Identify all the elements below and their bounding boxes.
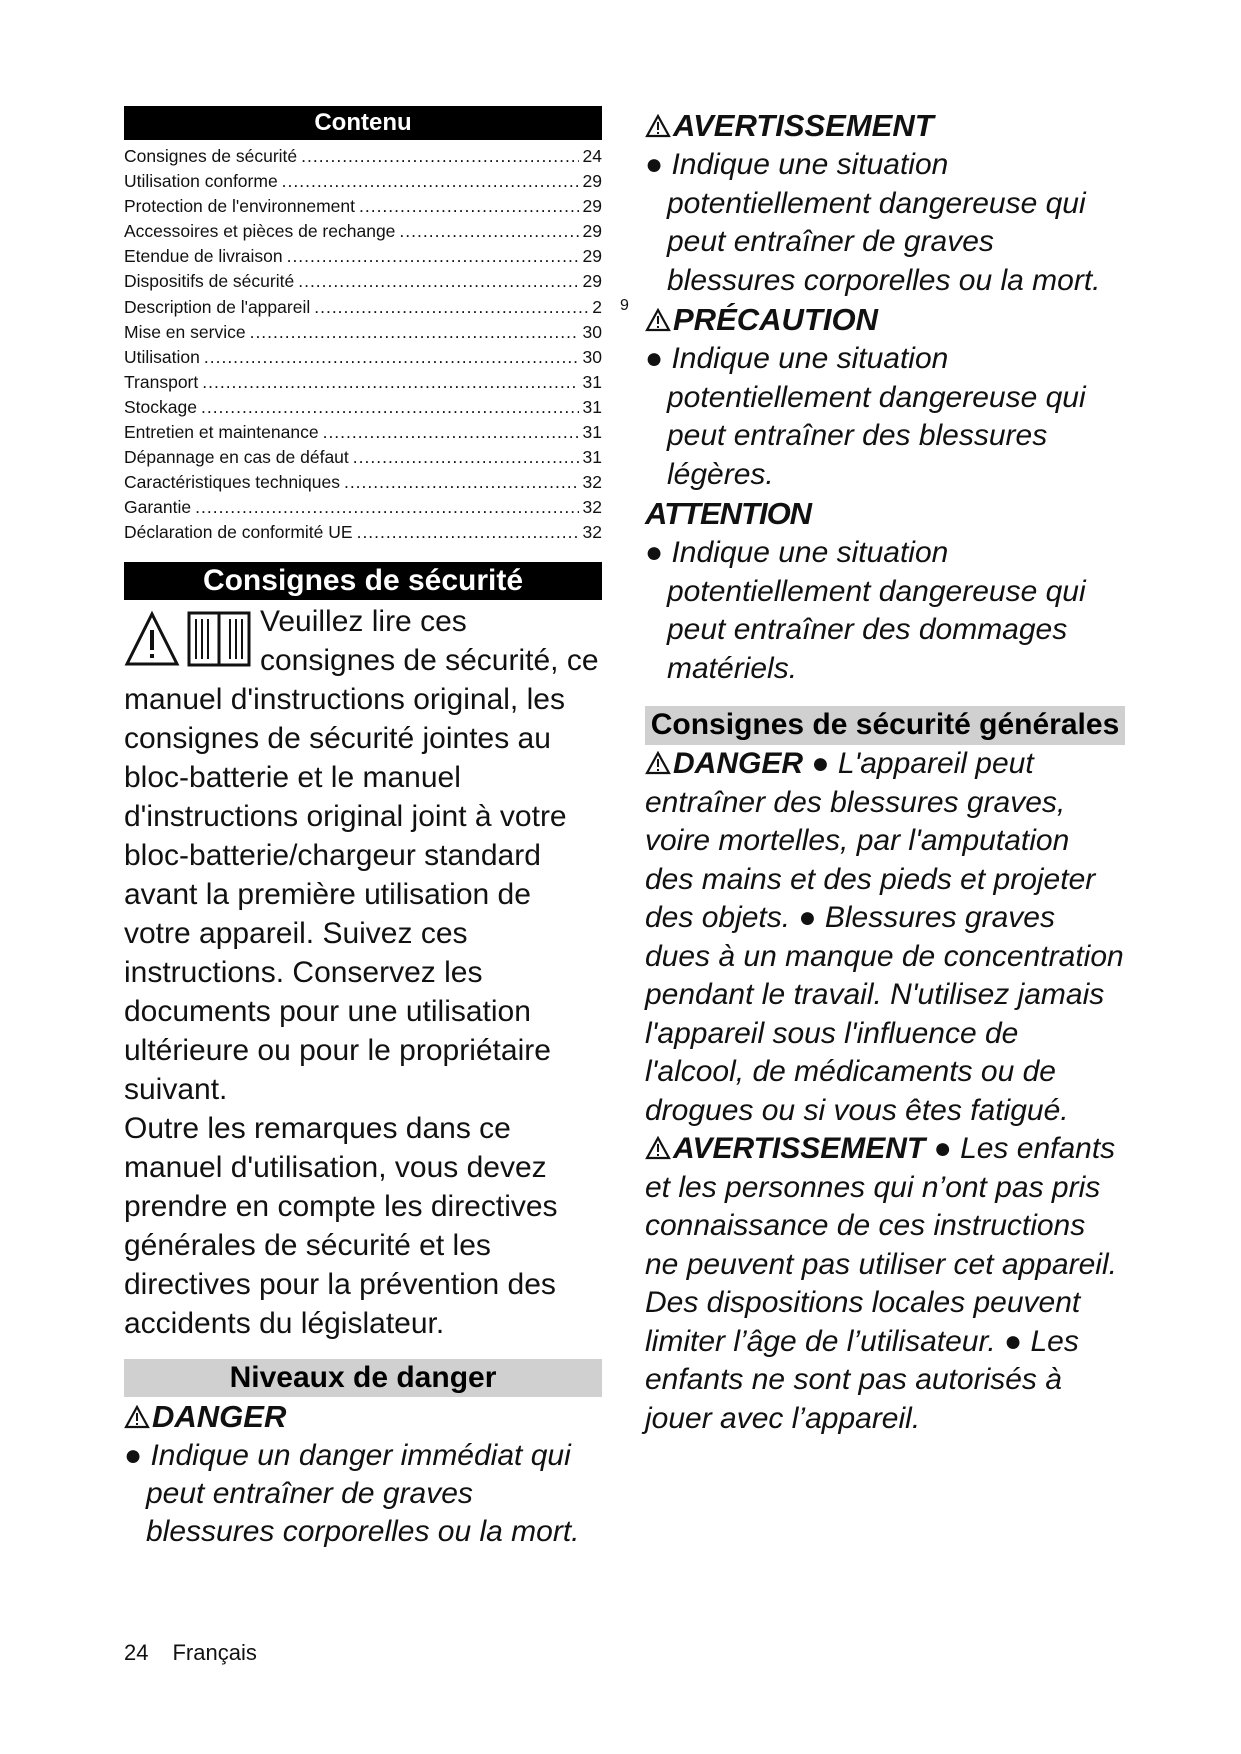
toc-entry bbox=[124, 219, 602, 244]
stray-page-digit: 9 bbox=[620, 297, 629, 314]
warning-triangle-icon bbox=[645, 751, 671, 775]
toc-entry-page: 29 bbox=[582, 196, 602, 217]
toc-entry-page: 31 bbox=[582, 371, 602, 392]
general-danger-label: DANGER bbox=[673, 747, 804, 780]
warning-level-head bbox=[645, 106, 1125, 146]
toc-entry bbox=[124, 470, 602, 495]
toc-entry bbox=[124, 520, 602, 545]
safety-intro-text: Veuillez lire ces consignes de sécurité, ce manuel d'instructions original, les consignes de sécurité jointes au bloc-batterie et le manuel d'instructions original joint à votre bloc-batterie/chargeur standard avant la première utilisation de votre appareil. Suivez ces instructions. Conservez les documents pour une utilisation ultérieure ou pour le propriétaire suivant. bbox=[124, 604, 599, 1106]
toc-entry-title: Accessoires et pièces de rechange bbox=[124, 221, 396, 242]
toc-leader-dots bbox=[353, 445, 579, 470]
general-danger-text: ● L'appareil peut entraîner des blessures graves, voire mortelles, par l'amputation des mains et des pieds et projeter des objets. ● Blessures graves dues à un manque de concentration pendant le travail. N'utilisez jamais l'appareil sous l'influence de l'alcool, de médicaments ou de drogues ou si vous êtes fatigué. bbox=[645, 747, 1124, 1127]
toc-leader-dots bbox=[359, 194, 579, 219]
toc-entry bbox=[124, 370, 602, 395]
toc-entry-page: 30 bbox=[582, 321, 602, 342]
toc-entry-title: Utilisation conforme bbox=[124, 171, 278, 192]
general-warning-label: AVERTISSEMENT bbox=[673, 1132, 926, 1165]
warning-triangle-icon bbox=[645, 308, 671, 332]
toc-entry bbox=[124, 345, 602, 370]
toc-leader-dots bbox=[201, 395, 579, 420]
toc-entry-page: 31 bbox=[582, 422, 602, 443]
toc-entry bbox=[124, 269, 602, 294]
toc-entry-page: 29 bbox=[582, 271, 602, 292]
toc-entry bbox=[124, 320, 602, 345]
attention-level-head: ATTENTION bbox=[645, 496, 812, 531]
intro-icons bbox=[124, 604, 252, 674]
toc-entry-title: Etendue de livraison bbox=[124, 246, 283, 267]
toc-entry bbox=[124, 169, 602, 194]
toc-entry-title: Entretien et maintenance bbox=[124, 422, 319, 443]
toc-entry-page: 32 bbox=[582, 497, 602, 518]
toc-entry bbox=[124, 445, 602, 470]
toc-entry-title: Protection de l'environnement bbox=[124, 196, 355, 217]
toc-leader-dots bbox=[357, 520, 579, 545]
toc-entry-title: Description de l'appareil bbox=[124, 296, 311, 317]
warning-triangle-icon bbox=[645, 1136, 671, 1160]
toc-leader-dots bbox=[344, 470, 579, 495]
toc-entry bbox=[124, 144, 602, 169]
left-column bbox=[124, 106, 602, 1551]
manual-book-icon bbox=[186, 609, 252, 669]
toc-leader-dots bbox=[298, 269, 578, 294]
general-safety-title: Consignes de sécurité générales bbox=[645, 706, 1125, 745]
toc-leader-dots bbox=[250, 320, 579, 345]
safety-section-title: Consignes de sécurité bbox=[124, 562, 602, 600]
toc-entry-title: Dépannage en cas de défaut bbox=[124, 447, 349, 468]
general-warning-block bbox=[645, 1130, 1125, 1438]
right-column bbox=[645, 106, 1125, 1438]
toc-entry-page: 29 bbox=[582, 246, 602, 267]
toc-entry-title: Stockage bbox=[124, 396, 197, 417]
warning-level-text: ● Indique une situation potentiellement dangereuse qui peut entraîner de graves blessures corporelles ou la mort. bbox=[645, 148, 1101, 297]
toc-entry bbox=[124, 244, 602, 269]
toc-entry-title: Transport bbox=[124, 371, 199, 392]
attention-level-text: ● Indique une situation potentiellement dangereuse qui peut entraîner des dommages matériels. bbox=[645, 536, 1086, 685]
toc-leader-dots bbox=[323, 420, 579, 445]
toc-entry-page: 32 bbox=[582, 522, 602, 543]
toc-entry-page: 24 bbox=[582, 146, 602, 166]
toc-entry-title: Utilisation bbox=[124, 346, 200, 367]
toc-leader-dots bbox=[399, 219, 578, 244]
toc-entry-title: Mise en service bbox=[124, 321, 246, 342]
toc-entry-page: 29 bbox=[582, 221, 602, 242]
caution-level-text: ● Indique une situation potentiellement dangereuse qui peut entraîner des blessures légères. bbox=[645, 342, 1086, 491]
danger-levels-title: Niveaux de danger bbox=[124, 1359, 602, 1397]
caution-level-head bbox=[645, 300, 1125, 340]
toc-entry bbox=[124, 395, 602, 420]
toc-entry bbox=[124, 420, 602, 445]
toc-leader-dots bbox=[204, 345, 579, 370]
toc-leader-dots bbox=[301, 144, 578, 169]
general-danger-block bbox=[645, 745, 1125, 1130]
toc-entry-title: Déclaration de conformité UE bbox=[124, 522, 353, 543]
toc-leader-dots bbox=[195, 495, 578, 520]
toc-entry-page: 30 bbox=[582, 346, 602, 367]
toc-entry-page: 29 bbox=[582, 171, 602, 192]
toc-entry-title: Dispositifs de sécurité bbox=[124, 271, 295, 292]
toc-entry-page: 31 bbox=[582, 447, 602, 468]
page-footer bbox=[124, 1640, 281, 1666]
toc-leader-dots bbox=[202, 370, 578, 395]
toc-entry-title: Caractéristiques techniques bbox=[124, 472, 340, 493]
toc-entry bbox=[124, 495, 602, 520]
caution-level-label: PRÉCAUTION bbox=[673, 302, 878, 337]
general-warning-text: ● Les enfants et les personnes qui n’ont pas pris connaissance de ces instructions ne peuvent pas utiliser cet appareil. Des dispositions locales peuvent limiter l’âge de l’utilisateur. ● Les enfants ne sont pas autorisés à jouer avec l’appareil. bbox=[645, 1132, 1117, 1435]
toc-entry-page: 2 bbox=[592, 296, 602, 317]
toc-entry-title: Garantie bbox=[124, 497, 192, 518]
toc-title: Contenu bbox=[124, 106, 602, 140]
toc-entry-page: 32 bbox=[582, 472, 602, 493]
toc-entry-page: 31 bbox=[582, 396, 602, 417]
safety-intro bbox=[124, 602, 602, 1109]
danger-level-label: DANGER bbox=[152, 1398, 287, 1434]
footer-language: Français bbox=[172, 1640, 257, 1665]
toc-leader-dots bbox=[314, 295, 588, 320]
warning-level-label: AVERTISSEMENT bbox=[673, 108, 934, 143]
toc-leader-dots bbox=[282, 169, 579, 194]
toc-entry bbox=[124, 194, 602, 219]
footer-page-number: 24 bbox=[124, 1640, 149, 1665]
warning-triangle-icon bbox=[124, 610, 180, 668]
table-of-contents bbox=[124, 144, 602, 546]
toc-entry bbox=[124, 295, 602, 320]
warning-triangle-icon bbox=[124, 1405, 150, 1429]
danger-level-text: ● Indique un danger immédiat qui peut entraîner de graves blessures corporelles ou la mort. bbox=[124, 1438, 580, 1548]
safety-para2: Outre les remarques dans ce manuel d'utilisation, vous devez prendre en compte les directives générales de sécurité et les directives pour la prévention des accidents du législateur. bbox=[124, 1111, 558, 1340]
warning-triangle-icon bbox=[645, 114, 671, 138]
danger-level-head bbox=[124, 1397, 602, 1437]
toc-leader-dots bbox=[287, 244, 579, 269]
toc-entry-title: Consignes de sécurité bbox=[124, 146, 298, 166]
